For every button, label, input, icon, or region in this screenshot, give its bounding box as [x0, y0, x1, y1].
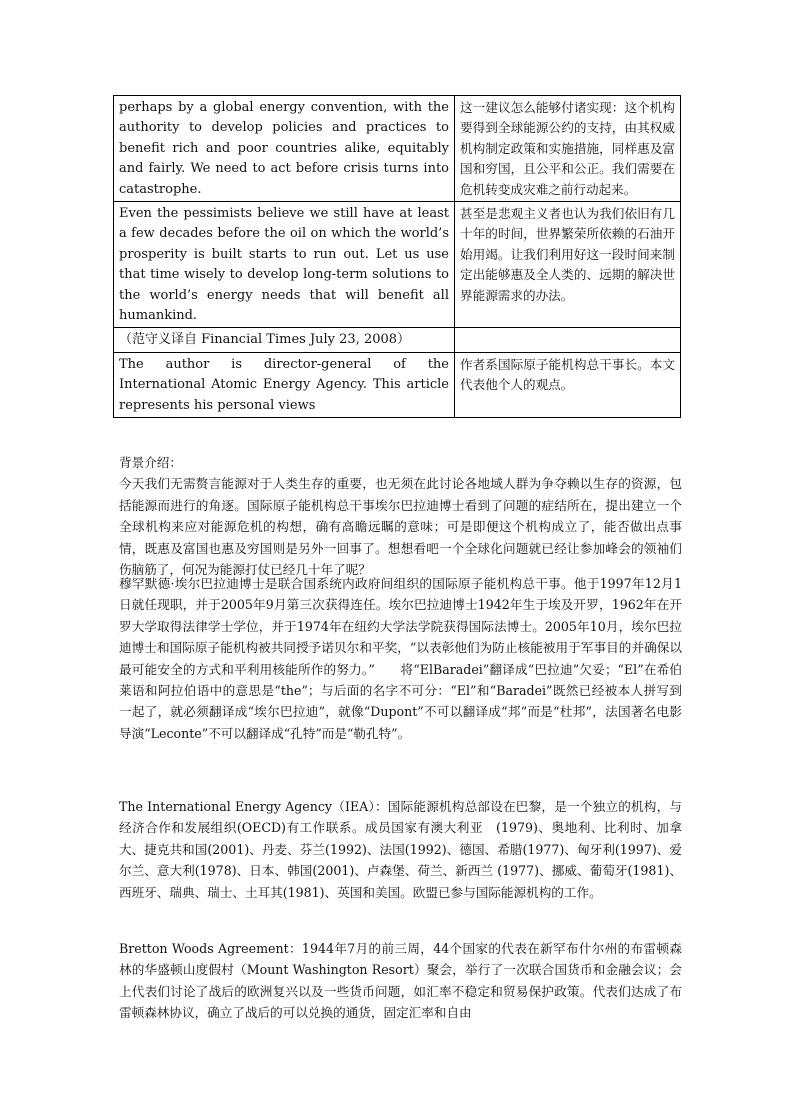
bilingual-table — [113, 95, 681, 418]
iea-term: The International Energy Agency（IEA） — [119, 799, 375, 814]
background-paragraph: 今天我们无需赘言能源对于人类生存的重要，也无须在此讨论各地域人群为争夺赖以生存的资源，包括能源而进行的角逐。国际原子能机构总干事埃尔巴拉迪博士看到了问题的症结所在，提出建立一个全球机构来应对能源危机的构想，确有高瞻远瞩的意味；可是即便这个机构成立了，能否做出点事情，既惠及富国也惠及穷国则是另外一回事了。想想看吧一个全球化问题就已经让参加峰会的领袖们伤脑筋了，何况为能源打仗已经几十年了呢？ — [119, 476, 682, 578]
author-note-english-cell: The author is director-general of the International Atomic Energy Agency. This article represents his personal views — [114, 352, 455, 417]
bretton-woods-term: Bretton Woods Agreement — [119, 941, 289, 956]
table-row — [114, 202, 681, 328]
author-note-chinese-cell: 作者系国际原子能机构总干事长。本文代表他个人的观点。 — [455, 352, 681, 417]
background-heading: 背景介绍： — [119, 455, 182, 470]
biography-paragraph: 穆罕默德·埃尔巴拉迪博士是联合国系统内政府间组织的国际原子能机构总干事。他于1997年12月1日就任现职，并于2005年9月第三次获得连任。埃尔巴拉迪博士1942年生于埃及开罗，1962年在开罗大学取得法律学士学位，并于1974年在纽约大学法学院获得国际法博士。2005年10月，埃尔巴拉迪博士和国际原子能机构被共同授予诺贝尔和平奖，“以表彰他们为防止核能被用于军事目的并确保以最可能安全的方式和平利用核能所作的努力。” 将“ElBaradei”翻译成“巴拉迪”欠妥；“El”在希伯莱语和阿拉伯语中的意思是“the”；与后面的名字不可分：“El”和“Baradei”既然已经被本人拼写到一起了，就必须翻译成“埃尔巴拉迪”，就像“Dupont”不可以翻译成“邦”而是“杜邦”，法国著名电影导演“Leconte”不可以翻译成“孔特”而是“勒孔特”。 — [119, 576, 682, 741]
chinese-cell: 这一建议怎么能够付诸实现：这个机构要得到全球能源公约的支持，由其权威机构制定政策和实施措施，同样惠及富国和穷国，且公平和公正。我们需要在危机转变成灾难之前行动起来。 — [455, 96, 681, 202]
english-cell: perhaps by a global energy convention, with the authority to develop policies and practices to benefit rich and poor countries alike, equitably and fairly. We need to act before crisis turns into catastrophe. — [114, 96, 455, 202]
chinese-cell: 甚至是悲观主义者也认为我们依旧有几十年的时间，世界繁荣所依赖的石油开始用竭。让我们利用好这一段时间来制定出能够惠及全人类的、远期的解决世界能源需求的办法。 — [455, 202, 681, 328]
source-citation-cell: （范守义译自 Financial Times July 23, 2008） — [114, 328, 455, 352]
biography-section — [119, 573, 682, 744]
empty-cell — [455, 328, 681, 352]
table-row — [114, 328, 681, 352]
iea-text: ：国际能源机构总部设在巴黎，是一个独立的机构，与经济合作和发展组织(OECD)有工作联系。成员国家有澳大利亚 (1979)、奥地利、比利时、加拿大、捷克共和国(2001)、丹麦、芬兰(1992)、法国(1992)、德国、希腊(1977)、匈牙利(1997)、爱尔兰、意大利(1978)、日本、韩国(2001)、卢森堡、荷兰、新西兰 (1977)、挪威、葡萄牙(1981)、西班牙、瑞典、瑞士、土耳其(1981)、英国和美国。欧盟已参与国际能源机构的工作。 — [119, 799, 683, 900]
iea-paragraph — [119, 796, 682, 903]
bretton-woods-paragraph — [119, 938, 682, 1024]
english-cell: Even the pessimists believe we still have at least a few decades before the oil on which the world’s prosperity is built starts to run out. Let us use that time wisely to develop long-term solutions to the world’s energy needs that will benefit all humankind. — [114, 202, 455, 328]
table-row — [114, 96, 681, 202]
iea-note-section — [119, 796, 682, 903]
bretton-woods-text: ：1944年7月的前三周，44个国家的代表在新罕布什尔州的布雷顿森林的华盛顿山度假村（Mount Washington Resort）聚会，举行了一次联合国货币和金融会议；会上代表们讨论了战后的欧洲复兴以及一些货币问题，如汇率不稳定和贸易保护政策。代表们达成了布雷顿森林协议，确立了战后的可以兑换的通货，固定汇率和自由 — [119, 941, 682, 1021]
bretton-woods-note-section — [119, 938, 682, 1024]
background-section — [119, 452, 682, 580]
table-row — [114, 352, 681, 417]
